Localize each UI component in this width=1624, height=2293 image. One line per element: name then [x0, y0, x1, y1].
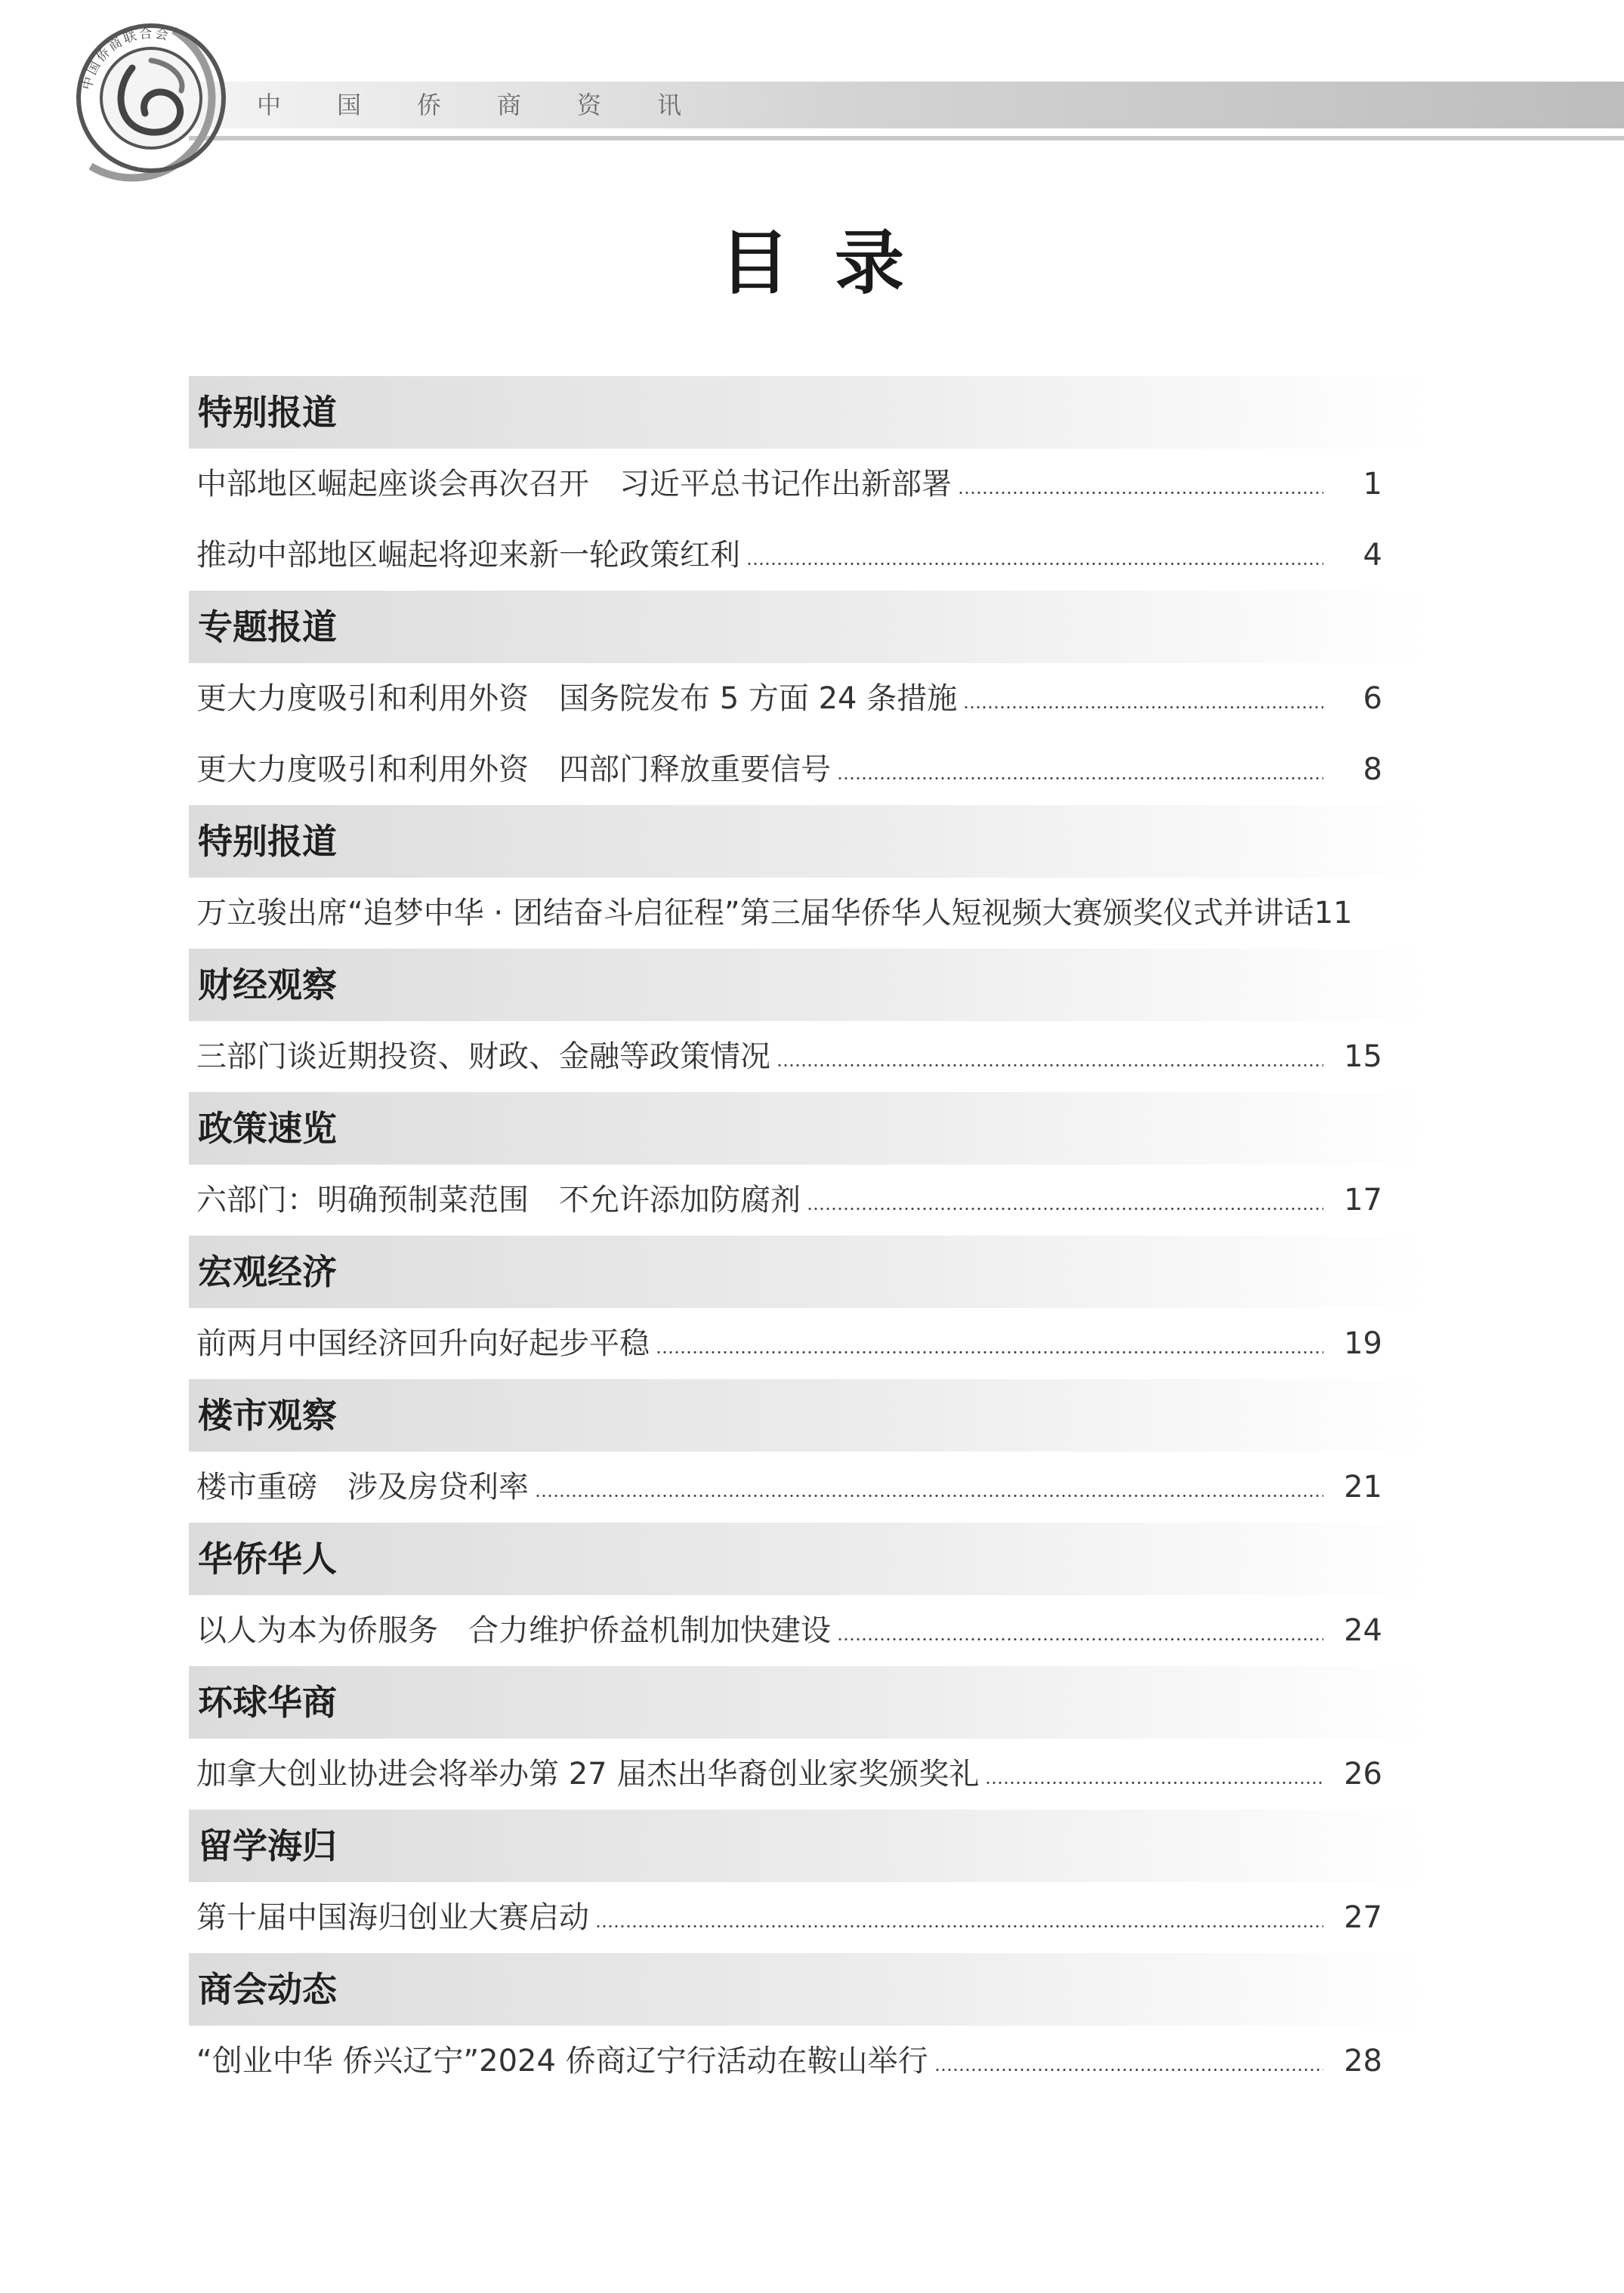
- toc-entry-title: 推动中部地区崛起将迎来新一轮政策红利: [196, 538, 740, 572]
- toc-entry-title: 第十届中国海归创业大赛启动: [196, 1900, 589, 1935]
- dot-leader: [656, 1351, 1323, 1353]
- dot-leader: [837, 1638, 1323, 1640]
- toc-entry-page-number: 26: [1344, 1757, 1382, 1792]
- section-heading: 环球华商: [189, 1666, 1428, 1739]
- toc-entry[interactable]: [189, 663, 1428, 734]
- toc-entry-page-number: 27: [1344, 1900, 1382, 1935]
- toc-entry[interactable]: [189, 1739, 1428, 1810]
- toc-entry[interactable]: [189, 1165, 1428, 1236]
- toc-entry-page-number: 17: [1344, 1183, 1382, 1217]
- toc-entry-title: 更大力度吸引和利用外资 国务院发布 5 方面 24 条措施: [196, 681, 958, 716]
- dot-leader: [837, 777, 1323, 779]
- toc-entry-title: 六部门：明确预制菜范围 不允许添加防腐剂: [196, 1183, 801, 1217]
- toc-entry[interactable]: [189, 1308, 1428, 1379]
- dot-leader: [807, 1208, 1323, 1210]
- toc-entry-title: 以人为本为侨服务 合力维护侨益机制加快建设: [196, 1613, 831, 1648]
- page-title: 目录: [719, 223, 949, 304]
- toc-entry-page-number: 15: [1344, 1039, 1382, 1074]
- toc-entry-title: 加拿大创业协进会将举办第 27 届杰出华裔创业家奖颁奖礼: [196, 1757, 980, 1792]
- header-title: 中国侨商资讯: [257, 91, 738, 119]
- section-heading: 宏观经济: [189, 1236, 1428, 1308]
- section-heading: 特别报道: [189, 376, 1428, 449]
- dot-leader: [934, 2069, 1323, 2071]
- dot-leader: [985, 1782, 1323, 1784]
- toc-entry-page-number: 19: [1344, 1326, 1382, 1361]
- logo-ring-text: 中国侨商联合会: [79, 26, 172, 92]
- toc-entry-title: 前两月中国经济回升向好起步平稳: [196, 1326, 650, 1361]
- toc-entry[interactable]: [189, 1882, 1428, 1953]
- toc-entry-page-number: 6: [1363, 681, 1382, 716]
- toc-entry-page-number: 8: [1363, 752, 1382, 787]
- toc-entry-title: 楼市重磅 涉及房贷利率: [196, 1470, 529, 1504]
- toc-entry[interactable]: [189, 1021, 1428, 1092]
- dot-leader: [963, 706, 1323, 708]
- section-heading: 楼市观察: [189, 1379, 1428, 1452]
- header-rule: [189, 136, 1624, 140]
- table-of-contents: [189, 376, 1428, 2097]
- toc-entry-title: 万立骏出席“追梦中华 · 团结奋斗启征程”第三届华侨华人短视频大赛颁奖仪式并讲话: [196, 896, 1314, 930]
- section-heading: 政策速览: [189, 1092, 1428, 1165]
- toc-entry[interactable]: [189, 1595, 1428, 1666]
- toc-entry-title: 中部地区崛起座谈会再次召开 习近平总书记作出新部署: [196, 467, 952, 501]
- dot-leader: [595, 1925, 1323, 1927]
- toc-entry[interactable]: [189, 878, 1428, 949]
- section-heading: 专题报道: [189, 591, 1428, 663]
- toc-entry[interactable]: [189, 1452, 1428, 1523]
- toc-entry[interactable]: [189, 734, 1428, 805]
- toc-entry-title: 更大力度吸引和利用外资 四部门释放重要信号: [196, 752, 831, 787]
- toc-entry[interactable]: [189, 449, 1428, 520]
- toc-entry-page-number: 28: [1344, 2044, 1382, 2079]
- toc-entry-page-number: 4: [1363, 538, 1382, 572]
- section-heading: 商会动态: [189, 1953, 1428, 2026]
- toc-entry-title: 三部门谈近期投资、财政、金融等政策情况: [196, 1039, 770, 1074]
- dot-leader: [958, 492, 1323, 494]
- section-heading: 留学海归: [189, 1810, 1428, 1882]
- chamber-logo-icon: [60, 8, 242, 189]
- toc-entry-page-number: 24: [1344, 1613, 1382, 1648]
- toc-entry-page-number: 11: [1314, 896, 1353, 930]
- section-heading: 特别报道: [189, 805, 1428, 878]
- section-heading: 华侨华人: [189, 1523, 1428, 1595]
- toc-entry[interactable]: [189, 520, 1428, 591]
- toc-entry-title: “创业中华 侨兴辽宁”2024 侨商辽宁行活动在鞍山举行: [196, 2044, 928, 2079]
- dot-leader: [746, 563, 1323, 565]
- dot-leader: [535, 1495, 1323, 1497]
- toc-entry[interactable]: [189, 2026, 1428, 2097]
- toc-entry-page-number: 21: [1344, 1470, 1382, 1504]
- dot-leader: [776, 1064, 1323, 1066]
- section-heading: 财经观察: [189, 949, 1428, 1021]
- toc-entry-page-number: 1: [1363, 467, 1382, 501]
